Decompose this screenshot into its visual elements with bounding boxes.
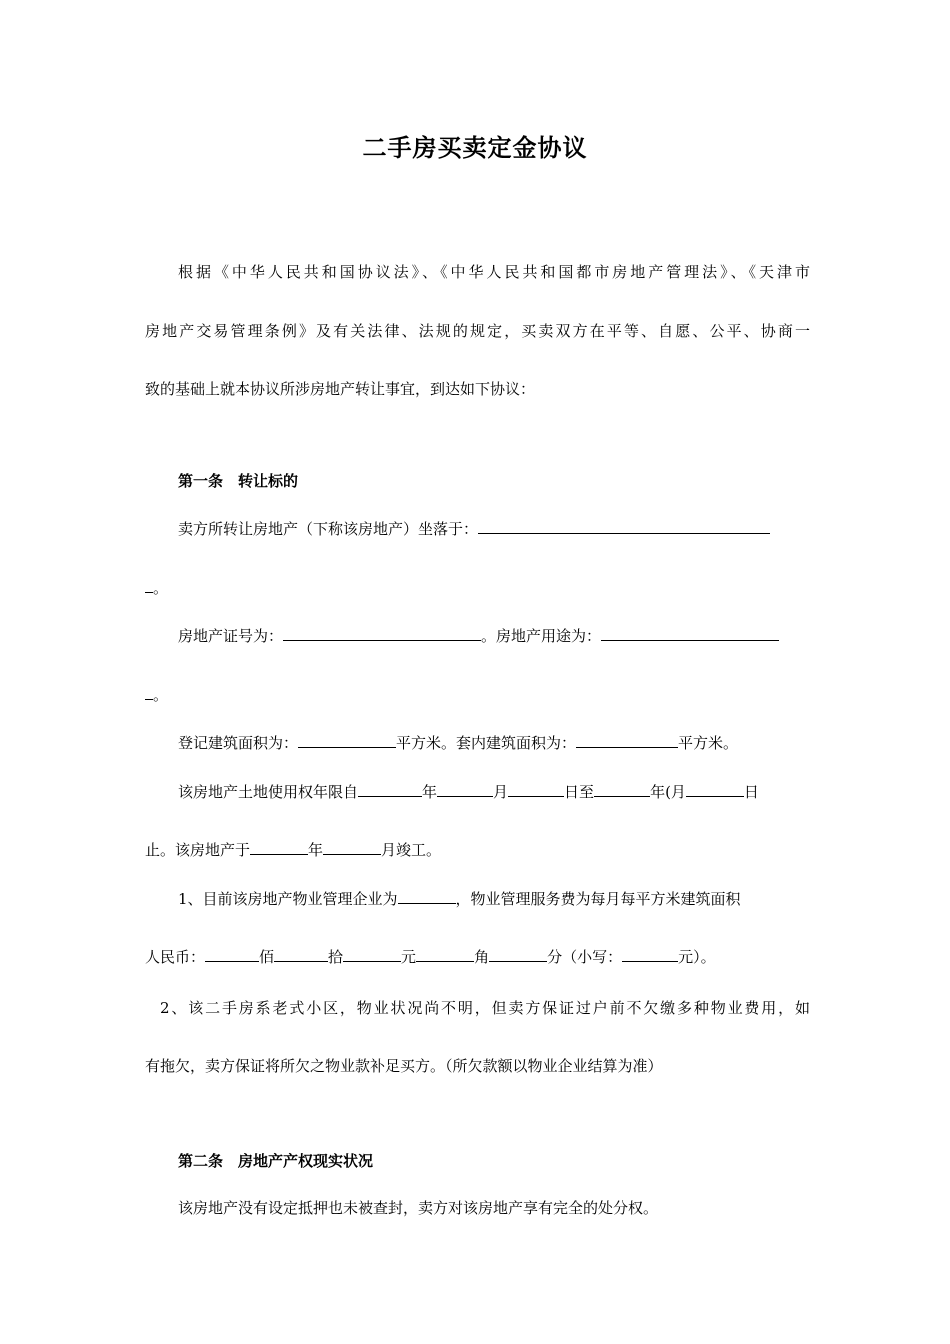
use-end: 。 (153, 686, 169, 704)
completed-year-label: 年 (308, 841, 324, 859)
location-label: 卖方所转让房地产（下称该房地产）坐落于： (178, 520, 479, 538)
term-month-label: 月 (493, 783, 509, 801)
area-unit: 平方米。套内建筑面积为： (396, 734, 577, 752)
fen-blank (489, 946, 547, 962)
item2-line-1: 2、该二手房系老式小区，物业状况尚不明，但卖方保证过户前不欠缴多种物业费用，如 (160, 999, 810, 1017)
completed-year-blank (250, 839, 308, 855)
item1-line (178, 888, 810, 910)
completed-prefix: 止。该房地产于 (145, 841, 251, 859)
area-blank (298, 732, 396, 748)
item2-line-2: 有拖欠，卖方保证将所欠之物业款补足买方。（所欠款额以物业企业结算为准） (145, 1057, 663, 1075)
rmb-label: 人民币： (145, 948, 206, 966)
location-blank (478, 518, 770, 534)
term-year-label: 年 (422, 783, 438, 801)
cert-line (178, 625, 810, 647)
yuan-label: 元 (401, 948, 417, 966)
article1-heading: 第一条 转让标的 (178, 472, 299, 490)
intro-line-3: 致的基础上就本协议所涉房地产转让事宜，到达如下协议： (145, 380, 536, 398)
term-year-blank (358, 781, 422, 797)
yuan-end-label: 元）。 (678, 948, 716, 966)
small-amount-blank (622, 946, 678, 962)
bai-label: 佰 (259, 948, 275, 966)
term-day-end-label: 日 (743, 783, 759, 801)
yuan-blank (343, 946, 401, 962)
term-day-end-blank (686, 781, 744, 797)
term-year2-label: 年(月 (650, 783, 686, 801)
use-blank (601, 625, 779, 641)
cert-label: 房地产证号为： (178, 627, 284, 645)
property-company-blank (398, 888, 456, 904)
use-blank-end (145, 684, 153, 700)
jiao-blank (416, 946, 474, 962)
completed-month-blank (323, 839, 381, 855)
shi-blank (274, 946, 328, 962)
inner-area-unit: 平方米。 (678, 734, 739, 752)
fen-label: 分（小写： (547, 948, 623, 966)
term-label: 该房地产土地使用权年限自 (178, 783, 359, 801)
document-title: 二手房买卖定金协议 (362, 133, 588, 162)
rmb-line (145, 946, 810, 968)
term-day-to-label: 日至 (564, 783, 595, 801)
article2-text: 该房地产没有设定抵押也未被查封，卖方对该房地产享有完全的处分权。 (178, 1199, 659, 1217)
location-line (178, 518, 810, 540)
cert-blank (283, 625, 481, 641)
completed-month-label: 月竣工。 (381, 841, 442, 859)
location-line-end (145, 577, 810, 599)
use-line-end (145, 684, 810, 706)
use-label: 。房地产用途为： (481, 627, 602, 645)
bai-blank (205, 946, 259, 962)
term-month-blank (437, 781, 493, 797)
term-day-blank (508, 781, 564, 797)
completed-line (145, 839, 810, 861)
inner-area-blank (576, 732, 678, 748)
location-blank-end (145, 577, 153, 593)
location-end: 。 (153, 579, 169, 597)
item1-prefix: 1、目前该房地产物业管理企业为 (178, 890, 398, 908)
item1-suffix: ，物业管理服务费为每月每平方米建筑面积 (455, 890, 741, 908)
area-label: 登记建筑面积为： (178, 734, 299, 752)
area-line (178, 732, 810, 754)
article2-heading: 第二条 房地产产权现实状况 (178, 1152, 374, 1170)
shi-label: 拾 (328, 948, 344, 966)
term-line (178, 781, 810, 803)
term-year2-blank (594, 781, 650, 797)
intro-line-1: 根据《中华人民共和国协议法》、《中华人民共和国都市房地产管理法》、《天津市 (178, 263, 810, 281)
jiao-label: 角 (474, 948, 490, 966)
intro-line-2: 房地产交易管理条例》及有关法律、法规的规定，买卖双方在平等、自愿、公平、协商一 (145, 322, 810, 340)
